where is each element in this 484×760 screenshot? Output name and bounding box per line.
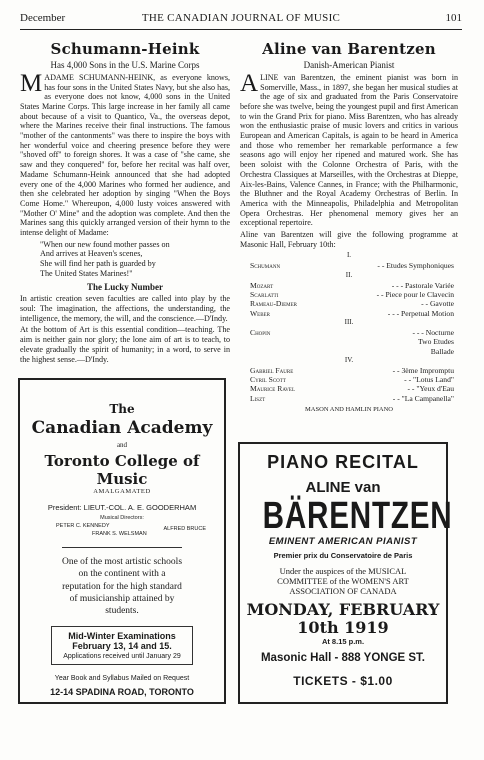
programme-item <box>240 299 458 308</box>
composer: Mozart <box>250 280 274 290</box>
article-title: Aline van Barentzen <box>262 40 436 58</box>
ad-and: and <box>116 441 128 449</box>
work-title: - - Etudes Symphoniques <box>377 261 454 271</box>
composer: Schumann <box>250 261 281 271</box>
director: ALFRED BRUCE <box>163 526 206 532</box>
programme-part-number: III. <box>344 317 354 326</box>
recital-auspices: Under the auspices of the MUSICAL COMMITTEE of the WOMEN'S ART ASSOCIATION OF CANADA <box>277 566 409 597</box>
header-month: December <box>20 12 66 24</box>
programme-item <box>240 384 458 393</box>
composer: Scarlatti <box>250 290 279 300</box>
exam-dates: February 13, 14 and 15. <box>72 640 172 651</box>
work-title: - - - Pastorale Variée <box>391 280 454 290</box>
piano-recital-ad <box>238 442 453 704</box>
ad-academy-name: Canadian Academy <box>31 418 213 438</box>
recital-first-name: ALINE van <box>305 479 381 496</box>
programme-item <box>240 261 458 270</box>
director: FRANK S. WELSMAN <box>92 531 147 537</box>
work-title: - - "Lotus Land" <box>404 375 454 385</box>
programme-item <box>240 394 458 403</box>
composer: Cyril Scott <box>250 375 286 385</box>
article-schumann-heink <box>20 38 230 366</box>
recital-prix: Premier prix du Conservatoire de Paris <box>273 551 413 560</box>
drop-cap: M <box>20 69 43 97</box>
ad-the: The <box>109 402 135 416</box>
work-title: - - - Perpetual Motion <box>387 308 454 318</box>
article-barentzen <box>240 38 458 414</box>
article-title: Schumann-Heink <box>50 40 200 58</box>
programme-item <box>240 309 458 318</box>
exam-box <box>51 626 193 665</box>
section-heading: The Lucky Number <box>86 281 163 292</box>
article-paragraph: At the bottom of Art is this essential condition—teaching. The aim is neither gain nor glory; the lone aim of art is to teach, to elevate gradually the spirit of humanity; in a word, to serve in the highest sense.—D'Indy. <box>20 325 230 364</box>
work-title: - - Gavotte <box>421 299 454 309</box>
page-number: 101 <box>445 12 462 24</box>
ad-musical-directors: Musical Directors: <box>100 515 144 521</box>
article-subtitle: Has 4,000 Sons in the U.S. Marine Corps <box>50 60 200 70</box>
composer: Chopin <box>250 327 271 337</box>
programme-part-number: IV. <box>344 355 354 364</box>
composer: Rameau-Diemer <box>250 299 297 309</box>
poem-line: The United States Marines!" <box>40 268 133 278</box>
poem-line: And arrives at Heaven's scenes, <box>40 249 143 259</box>
ad-blurb: One of the most artistic schools on the continent with a reputation for the high standard of musicianship attained by students. <box>61 557 183 617</box>
programme-item <box>240 328 458 337</box>
ad-yearbook: Year Book and Syllabus Mailed on Request <box>54 674 190 682</box>
exam-note: Applications received until January 29 <box>63 652 181 660</box>
poem <box>20 240 230 279</box>
poem-line: "When our new found mother passes on <box>40 239 170 249</box>
recital-date: MONDAY, FEBRUARY 10th 1919 <box>246 599 440 637</box>
article-paragraph: ALINE van Barentzen, the eminent pianist was born in Somerville, Mass., in 1897, she began her musical studies at the age of six and graduated from the Paris Conservatoire before she was twelve, being the youngest pupil and first American to win the Grand Prix for piano. Miss Barentzen, who has already won the enthusiastic praise of music lovers and critics in various European and American Capitals, is again to be heard in America and those who remember her remarkable performance a few seasons ago will enjoy her ripened and matured work. She has been soloist with the Colonne Orchestra of Paris, with the Orchestra Classiques at Marseilles, with the Orchestras at Dieppe, Aix-les-Bains, Valence Cannes, in France; with the Philharmonic, the Bluthner and the Royal Academy Orchestras of Berlin. In America with the Minneapolis, Philadelphia and Metropolitan Opera Orchestras. Her phenomenal memory gives her an exceptional repertoire. <box>240 69 458 228</box>
exam-title: Mid-Winter Examinations <box>68 630 176 641</box>
work-title: - - - Nocturne <box>412 327 454 337</box>
programme-item <box>240 281 458 290</box>
ad-directors <box>20 523 224 541</box>
programme-item <box>240 337 458 346</box>
page-header <box>20 12 462 28</box>
programme-item <box>240 366 458 375</box>
composer: Liszt <box>250 393 266 403</box>
programme-list <box>240 251 458 403</box>
programme-item <box>240 347 458 356</box>
article-subtitle: Danish-American Pianist <box>303 60 395 70</box>
article-paragraph: MADAME SCHUMANN-HEINK, as everyone knows, has four sons in the United States Navy, but she also has, as everyone does not know, 4,000 sons in the United States Marine Corps. This large increase in her family all came about because of a visit to Quantico, Va., the overseas depot, where the Marines receive their final instructions. The famous "mother of the cantonments" was there to inspire the boys with her wonderful voice and cheering presence before they were "shoved off" to foreign shores. It was a case of "she came, she saw and they conquered" for, before her recital was half over, Madame Schumann-Heink announced that she had adopted every one of the 4,000 Marines who formed her audience, and then she celebrated her adoption by singing "When the Boys Come Home." Whereupon, 4,000 lusty voices answered with "Mother O' Mine" and the adoption was complete. And then the Marines sang this quickly arranged version of their hymn to the intense delight of Madame: <box>20 69 230 238</box>
programme-part-number: I. <box>346 251 352 260</box>
composer: Gabriel Faure <box>250 365 294 375</box>
recital-last-name: BÄRENTZEN <box>262 495 453 537</box>
ad-president: President: LIEUT.-COL. A. E. GOODERHAM <box>47 503 197 512</box>
recital-heading: PIANO RECITAL <box>267 452 419 472</box>
header-rule <box>20 29 462 30</box>
work-title: - - 3ème Impromptu <box>392 365 454 375</box>
work-title: Ballade <box>430 346 454 356</box>
composer: Maurice Ravel <box>250 384 296 394</box>
work-title: Two Etudes <box>418 337 454 347</box>
journal-title: THE CANADIAN JOURNAL OF MUSIC <box>141 12 341 24</box>
article-paragraph: Aline van Barentzen will give the following programme at Masonic Hall, February 10th: <box>240 230 458 249</box>
work-title: - - "Yeux d'Eau <box>407 384 454 394</box>
work-title: - - "La Campanella" <box>392 393 454 403</box>
programme-item <box>240 290 458 299</box>
ad-amalgamated: AMALGAMATED <box>93 488 151 495</box>
ad-college-name: Toronto College of Music <box>44 452 200 488</box>
programme-footer: MASON AND HAMLIN PIANO <box>305 406 393 414</box>
poem-line: She will find her path is guarded by <box>40 259 156 269</box>
ad-divider <box>62 547 182 548</box>
recital-tagline: EMINENT AMERICAN PIANIST <box>268 536 418 547</box>
ad-address: 12-14 SPADINA ROAD, TORONTO <box>50 686 194 697</box>
drop-cap: A <box>240 69 259 97</box>
work-title: - - Piece pour le Clavecin <box>376 290 454 300</box>
director: PETER C. KENNEDY <box>56 523 110 529</box>
canadian-academy-ad <box>18 378 226 704</box>
recital-venue: Masonic Hall - 888 YONGE ST. <box>260 651 426 664</box>
programme-item <box>240 375 458 384</box>
composer: Weber <box>250 308 270 318</box>
recital-time: At 8.15 p.m. <box>321 636 365 646</box>
article-paragraph: In artistic creation seven faculties are called into play by the soul: The imagination, the affections, the understanding, the intelligence, the memory, the will, and the conscience.—D'Indy. <box>20 294 230 323</box>
recital-tickets: TICKETS - $1.00 <box>293 673 393 688</box>
programme-part-number: II. <box>345 270 353 279</box>
